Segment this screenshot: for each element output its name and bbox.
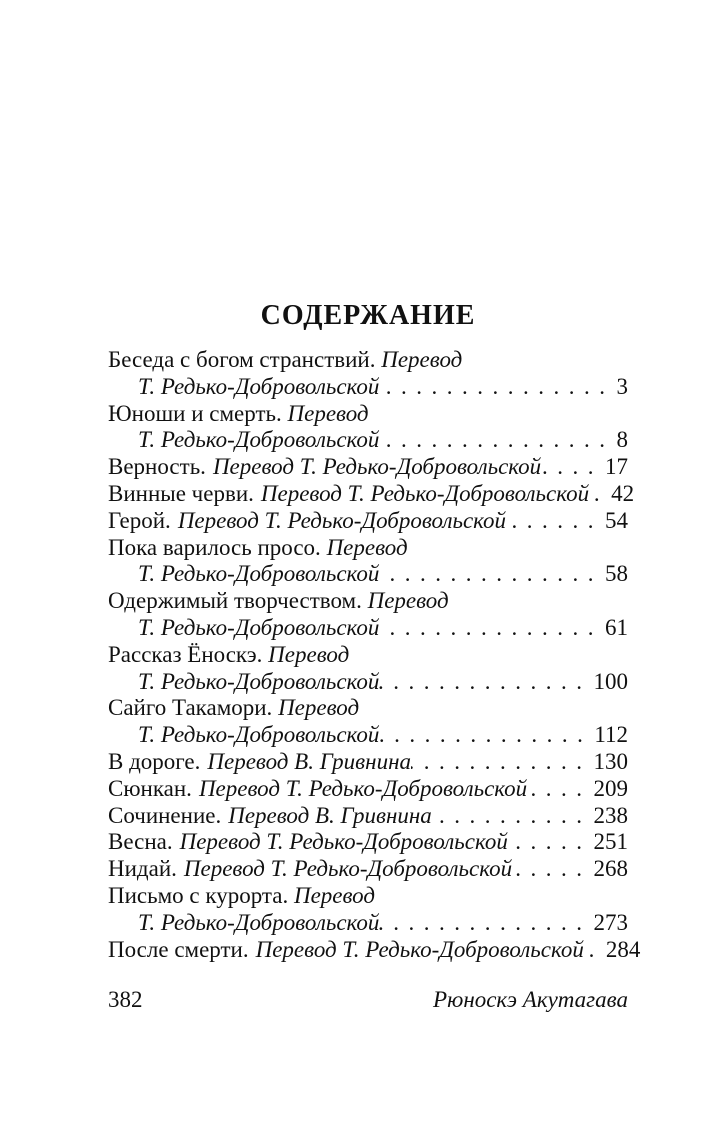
dot-leader <box>506 508 605 535</box>
page-number: 3 <box>616 373 628 399</box>
toc-entry <box>108 401 628 455</box>
toc-entry <box>108 588 628 642</box>
toc-entry-line <box>108 803 628 830</box>
translator-credit: Перевод <box>381 347 463 372</box>
toc-entry <box>108 347 628 401</box>
dot-leader <box>584 937 606 964</box>
translator-name: Т. Редько-Добровольской <box>138 668 380 694</box>
translator-credit: Перевод Т. Редько-Добровольской <box>183 856 513 882</box>
toc-entry <box>108 535 628 589</box>
toc-entry <box>108 454 628 481</box>
translator-credit: Перевод <box>326 534 408 560</box>
dot-leader <box>508 829 594 856</box>
translator-credit: Перевод Т. Редько-Добровольской <box>179 829 508 855</box>
translator-credit: Перевод В. Гривнина <box>228 802 432 828</box>
toc-entry <box>108 695 628 749</box>
toc-entry-line <box>108 427 628 454</box>
toc-entry-line <box>108 829 628 856</box>
translator-name: Т. Редько-Добровольской <box>138 561 380 587</box>
story-title: Винные черви. <box>108 480 254 506</box>
story-title: В дороге. <box>108 748 201 774</box>
toc-entry-line <box>108 454 628 481</box>
toc-entry <box>108 829 628 856</box>
story-title: Пока варилось просо. <box>108 534 321 560</box>
dot-leader <box>411 749 594 776</box>
page-number: 61 <box>605 614 628 640</box>
translator-credit: Перевод Т. Редько-Добровольской <box>198 775 528 801</box>
story-title: Беседа с богом странствий. <box>108 347 376 372</box>
dot-leader <box>541 454 605 481</box>
dot-leader <box>379 615 605 642</box>
toc-entry <box>108 856 628 883</box>
dot-leader <box>379 427 616 454</box>
toc-entry <box>108 642 628 696</box>
translator-name: Т. Редько-Добровольской <box>138 427 380 453</box>
toc-entry <box>108 936 641 964</box>
story-title: После смерти. <box>108 936 249 962</box>
page-number: 58 <box>605 561 628 587</box>
translator-credit: Перевод <box>278 695 360 721</box>
page-number: 268 <box>593 856 628 882</box>
translator-name: Т. Редько-Добровольской <box>138 722 380 748</box>
translator-credit: Перевод Т. Редько-Добровольской <box>212 454 542 480</box>
page-number: 42 <box>611 480 635 506</box>
translator-name: Т. Редько-Добровольской <box>138 909 380 935</box>
page-number: 251 <box>593 829 628 855</box>
page-number: 284 <box>605 936 641 962</box>
story-title: Юноши и смерть. <box>108 400 282 426</box>
story-title: Сайго Такамори. <box>108 695 273 721</box>
dot-leader <box>512 856 593 883</box>
toc-entry-line <box>108 776 628 803</box>
translator-credit: Перевод <box>293 882 376 908</box>
dot-leader <box>379 722 594 749</box>
translator-credit: Перевод <box>367 588 449 614</box>
page-number: 112 <box>594 722 628 748</box>
toc-entry <box>108 749 628 776</box>
story-title: Сочинение. <box>108 802 222 828</box>
dot-leader <box>589 481 611 508</box>
story-title: Письмо с курорта. <box>108 882 289 908</box>
translator-credit: Перевод <box>287 400 369 426</box>
dot-leader <box>379 561 605 588</box>
story-title: Сюнкан. <box>108 775 192 801</box>
page-number: 273 <box>593 909 628 935</box>
translator-credit: Перевод Т. Редько-Добровольской <box>255 936 584 962</box>
footer-page-number: 382 <box>108 987 143 1012</box>
page-number: 238 <box>593 802 628 828</box>
toc-entry-line <box>108 401 628 428</box>
story-title: Рассказ Ёноскэ. <box>108 641 263 667</box>
dot-leader <box>379 374 616 401</box>
translator-credit: Перевод Т. Редько-Добровольской <box>177 507 507 533</box>
toc-entry-line <box>108 910 628 937</box>
page-footer <box>108 987 628 1014</box>
toc-entry-line <box>108 615 628 642</box>
toc-entry-line <box>108 508 628 535</box>
story-title: Весна. <box>108 829 173 855</box>
page-number: 209 <box>593 775 628 801</box>
toc-entry-line <box>108 588 628 615</box>
toc-entry-line <box>108 561 628 588</box>
dot-leader <box>379 669 593 696</box>
toc-entry-line <box>108 480 635 508</box>
dot-leader <box>432 803 594 830</box>
toc-entry-line <box>108 695 628 722</box>
story-title: Одержимый творчеством. <box>108 588 362 614</box>
toc-entry <box>108 776 628 803</box>
toc-entry-line <box>108 722 628 749</box>
page-number: 100 <box>593 668 628 694</box>
toc-entry-line <box>108 347 628 374</box>
story-title: Верность. <box>108 454 206 480</box>
toc-entry-line <box>108 669 628 696</box>
page-number: 54 <box>605 507 628 533</box>
toc-entry-line <box>108 883 628 910</box>
toc-entry-line <box>108 749 628 776</box>
translator-name: Т. Редько-Добровольской <box>138 614 380 640</box>
translator-credit: Перевод <box>268 641 350 667</box>
toc-entry-line <box>108 856 628 883</box>
toc-entry-line <box>108 642 628 669</box>
footer-author: Рюноскэ Акутагава <box>433 987 628 1012</box>
story-title: Герой. <box>108 507 171 533</box>
toc-entry <box>108 803 628 830</box>
page-title: СОДЕРЖАНИЕ <box>260 300 476 331</box>
dot-leader <box>379 910 593 937</box>
translator-credit: Перевод В. Гривнина <box>207 748 411 774</box>
toc-entry-line <box>108 535 628 562</box>
dot-leader <box>527 776 593 803</box>
toc-entry-line <box>108 374 628 401</box>
toc-entry <box>108 508 628 535</box>
translator-name: Т. Редько-Добровольской <box>138 373 380 399</box>
page-number: 130 <box>593 748 628 774</box>
toc-entry-line <box>108 936 641 964</box>
toc-entry <box>108 883 628 937</box>
translator-credit: Перевод Т. Редько-Добровольской <box>260 480 590 506</box>
page-number: 17 <box>605 454 628 480</box>
page-number: 8 <box>616 427 628 453</box>
toc-list <box>108 347 641 963</box>
toc-entry <box>108 480 635 508</box>
story-title: Нидай. <box>108 856 177 882</box>
